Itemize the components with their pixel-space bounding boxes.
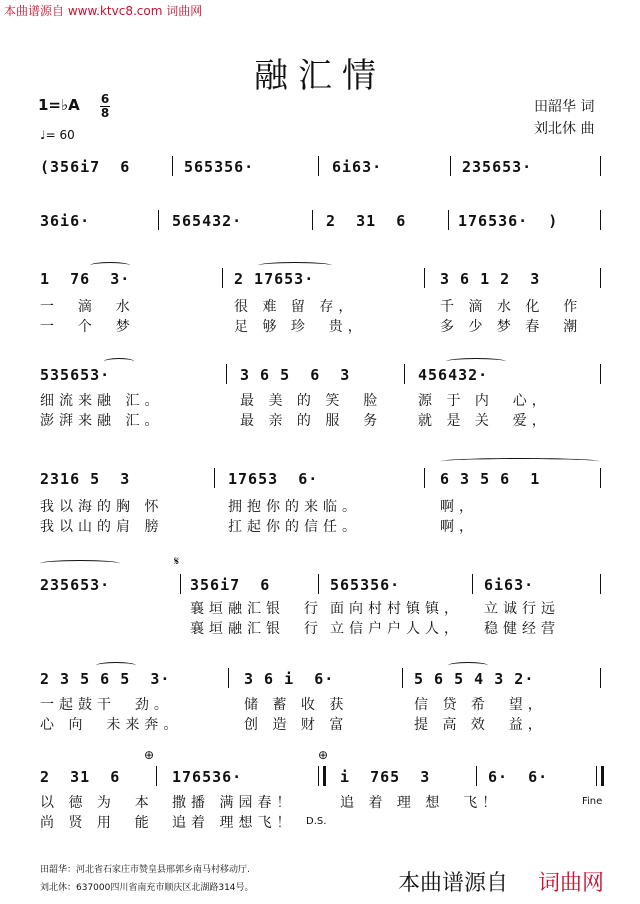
notes: 356i7 6 <box>190 576 271 594</box>
ds-marking: D.S. <box>306 816 327 827</box>
lyrics-verse-1: 一起鼓干 劲。 <box>40 697 173 713</box>
lyrics-verse-1: 千 滴 水 化 作 <box>440 299 583 315</box>
lyrics-verse-2: 就 是 关 爱， <box>418 413 551 429</box>
lyrics-verse-1: 一 滴 水 <box>40 299 135 315</box>
notes: 2316 5 3 <box>40 470 131 488</box>
watermark-bottom-left: 本曲谱源自 <box>398 871 509 896</box>
footer-address-lyricist: 田韶华：河北省石家庄市赞皇县邢郭乡南马村移动厅. <box>40 865 250 875</box>
lyrics-verse-1: 拥抱你的来临。 <box>228 499 361 515</box>
notes: 2 17653· <box>234 270 315 288</box>
lyrics-verse-2: 足 够 珍 贵， <box>234 319 367 335</box>
lyrics-verse-1: 以 德 为 本 <box>40 795 154 811</box>
tempo-marking: ♩= 60 <box>40 128 75 142</box>
lyrics-verse-2: 追着 理想飞！ <box>172 815 296 831</box>
notes: 36i6· <box>40 212 91 230</box>
segno-sign: 𝄋 <box>174 554 180 568</box>
notes: 565356· <box>184 158 255 176</box>
meter-bottom: 8 <box>100 106 110 120</box>
notes: 235653· <box>462 158 533 176</box>
lyrics-verse-1: 很 难 留 存， <box>234 299 358 315</box>
lyrics-verse-2: 心 向 未来奔。 <box>40 717 183 733</box>
meter-top: 6 <box>100 92 110 106</box>
notes: 2 31 6 <box>40 768 121 786</box>
notes: 6 3 5 6 1 <box>440 470 541 488</box>
fine-marking: Fine <box>582 796 603 807</box>
notes: 235653· <box>40 576 111 594</box>
lyrics-verse-2: 多 少 梦 春 潮 <box>440 319 583 335</box>
notes: 17653 6· <box>228 470 319 488</box>
lyrics-verse-2: 扛起你的信任。 <box>228 519 361 535</box>
lyrics-verse-2: 一 个 梦 <box>40 319 135 335</box>
lyrics-verse-1: 立诚行远 <box>484 601 560 617</box>
notes: 2 31 6 <box>326 212 407 230</box>
notes: 6i63· <box>332 158 383 176</box>
lyrics-verse-1: 最 美 的 笑 脸 <box>240 393 383 409</box>
lyrics-verse-1: 源 于 内 心， <box>418 393 551 409</box>
notes: 1 76 3· <box>40 270 131 288</box>
notes: (356i7 6 <box>40 158 131 176</box>
lyrics-verse-2: 提 高 效 益， <box>414 717 547 733</box>
notes: 565356· <box>330 576 401 594</box>
notes: 3 6 1 2 3 <box>440 270 541 288</box>
lyrics-verse-2: 尚 贤 用 能 <box>40 815 154 831</box>
notes: 3 6 i 6· <box>244 670 335 688</box>
watermark-bottom-right: 词曲网 <box>538 871 605 896</box>
lyrics-verse-1: 我以海的胸 怀 <box>40 499 164 515</box>
notes: 535653· <box>40 366 111 384</box>
notes: 5 6 5 4 3 2· <box>414 670 535 688</box>
lyrics-verse-1: 啊， <box>440 499 478 515</box>
notes: 176536· ) <box>458 212 559 230</box>
composer-credit: 刘北休 曲 <box>534 121 595 137</box>
notes: 565432· <box>172 212 243 230</box>
lyricist-credit: 田韶华 词 <box>534 99 595 115</box>
notes: 3 6 5 6 3 <box>240 366 351 384</box>
footer-address-composer: 刘北休：637000四川省南充市顺庆区北湖路314号。 <box>40 883 254 893</box>
time-signature <box>100 94 110 119</box>
notes: 6i63· <box>484 576 535 594</box>
lyrics-verse-1: 储 蓄 收 获 <box>244 697 349 713</box>
lyrics-verse-2: 最 亲 的 服 务 <box>240 413 383 429</box>
notes: i 765 3 <box>340 768 431 786</box>
song-title: 融汇情 <box>254 56 386 96</box>
lyrics-verse-1: 信 贷 希 望， <box>414 697 547 713</box>
lyrics-verse-2: 创 造 财 富 <box>244 717 349 733</box>
lyrics-verse-2: 啊， <box>440 519 478 535</box>
key-signature: 1=♭A <box>38 96 80 114</box>
lyrics-verse-2: 我以山的肩 膀 <box>40 519 164 535</box>
lyrics-verse-1: 追 着 理 想 飞！ <box>340 795 502 811</box>
coda-sign: ⊕ <box>318 748 329 762</box>
notes: 6· 6· <box>488 768 549 786</box>
notes: 176536· <box>172 768 243 786</box>
lyrics-verse-1: 襄垣融汇银 行 <box>190 601 323 617</box>
lyrics-verse-1: 撒播 满园春！ <box>172 795 296 811</box>
notes: 2 3 5 6 5 3· <box>40 670 171 688</box>
lyrics-verse-2: 澎湃来融 汇。 <box>40 413 164 429</box>
notes: 456432· <box>418 366 489 384</box>
coda-sign: ⊕ <box>144 748 155 762</box>
lyrics-verse-2: 立信户户人人， <box>330 621 463 637</box>
watermark-top: 本曲谱源自 www.ktvc8.com 词曲网 <box>4 4 203 18</box>
lyrics-verse-2: 稳健经营 <box>484 621 560 637</box>
lyrics-verse-1: 面向村村镇镇， <box>330 601 463 617</box>
lyrics-verse-1: 细流来融 汇。 <box>40 393 164 409</box>
lyrics-verse-2: 襄垣融汇银 行 <box>190 621 323 637</box>
